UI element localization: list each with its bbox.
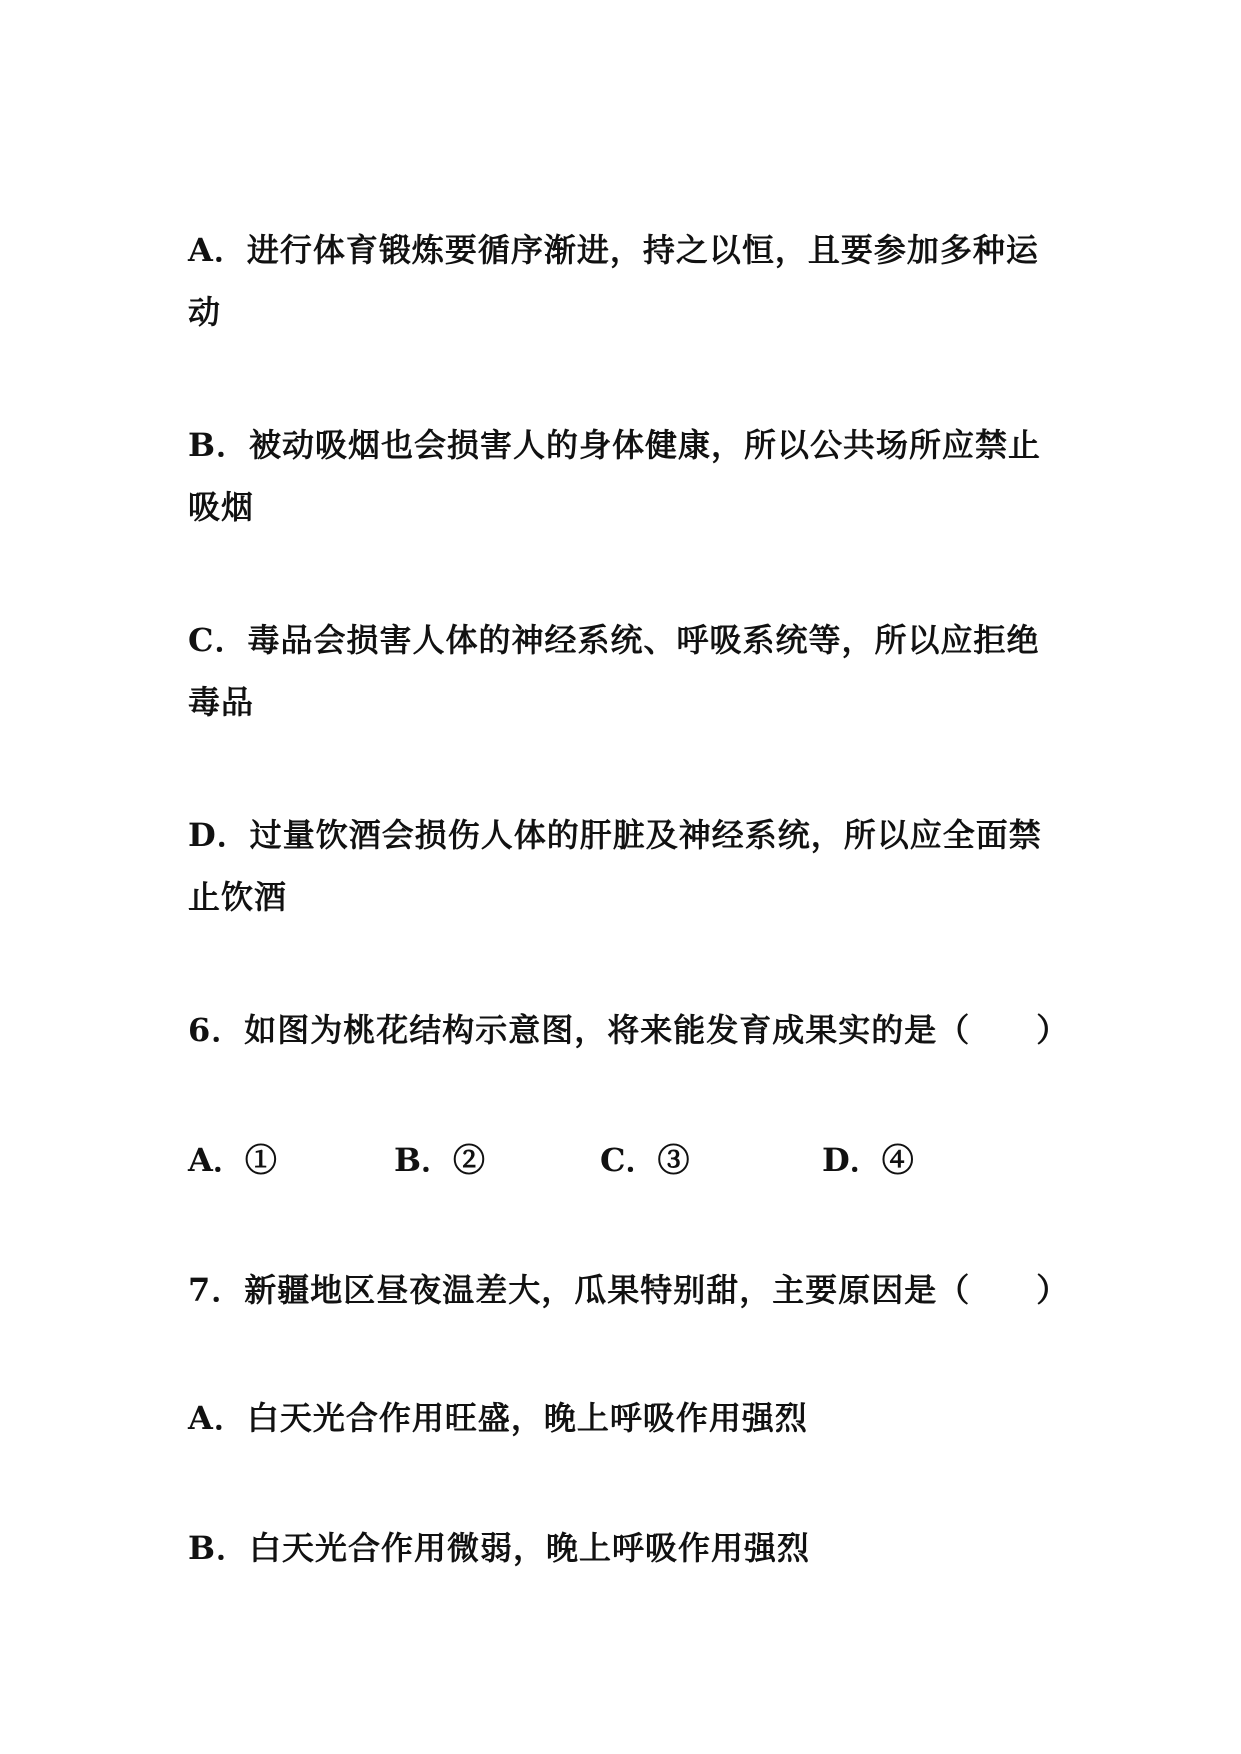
q5-option-c-line1: C．毒品会损害人体的神经系统、呼吸系统等，所以应拒绝 bbox=[188, 621, 1040, 659]
q5-option-a-line2: 动 bbox=[188, 293, 222, 331]
q5-option-d-line1: D．过量饮酒会损伤人体的肝脏及神经系统，所以应全面禁 bbox=[188, 816, 1042, 854]
q6-stem: 6．如图为桃花结构示意图，将来能发育成果实的是（ ） bbox=[188, 1011, 1070, 1049]
q6-option-c: C．③ bbox=[600, 1141, 690, 1179]
q6-option-d: D．④ bbox=[822, 1141, 914, 1179]
q5-option-b-line2: 吸烟 bbox=[188, 488, 255, 526]
q5-option-c-line2: 毒品 bbox=[188, 683, 255, 721]
q5-option-a-line1: A．进行体育锻炼要循序渐进，持之以恒，且要参加多种运 bbox=[188, 231, 1039, 269]
q7-stem: 7．新疆地区昼夜温差大，瓜果特别甜，主要原因是（ ） bbox=[188, 1271, 1070, 1309]
q7-option-b: B．白天光合作用微弱，晚上呼吸作用强烈 bbox=[188, 1529, 811, 1567]
q5-option-b-line1: B．被动吸烟也会损害人的身体健康，所以公共场所应禁止 bbox=[188, 426, 1042, 464]
q7-option-a: A．白天光合作用旺盛，晚上呼吸作用强烈 bbox=[188, 1399, 808, 1437]
q6-option-b: B．② bbox=[394, 1141, 486, 1179]
q5-option-d-line2: 止饮酒 bbox=[188, 878, 288, 916]
q6-option-a: A．① bbox=[188, 1141, 277, 1179]
